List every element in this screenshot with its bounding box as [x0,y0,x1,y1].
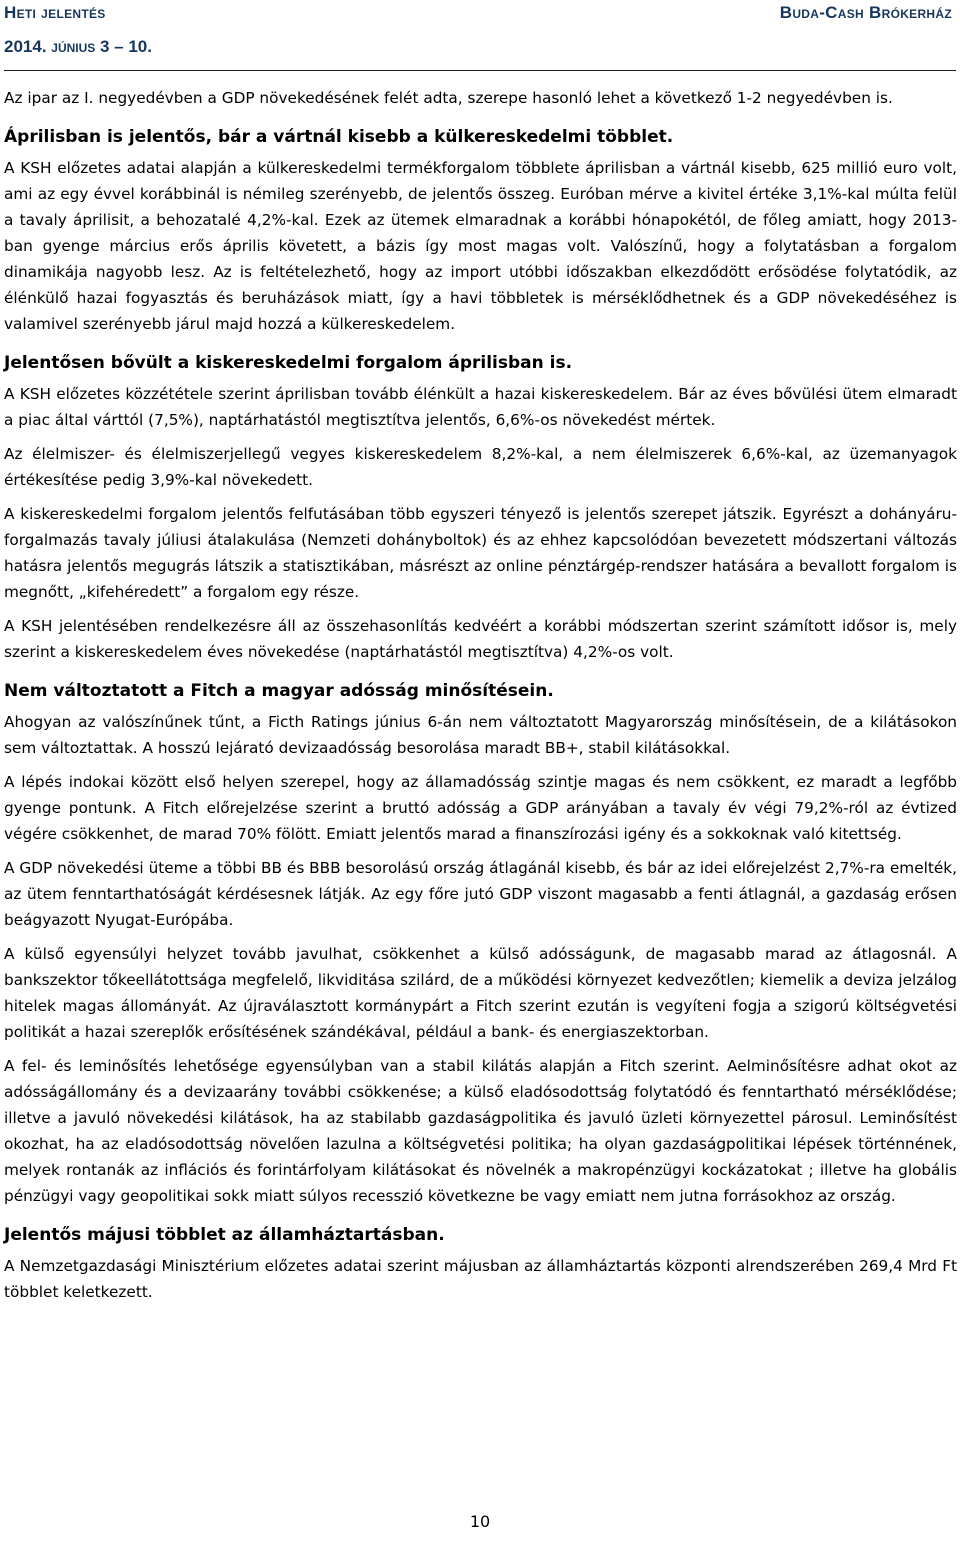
report-date: 2014. június 3 – 10. [4,37,152,56]
paragraph: A KSH jelentésében rendelkezésre áll az összehasonlítás kedvéért a korábbi módszertan szerint számított idősor is, mely szerint a kiskereskedelem éves növekedése (naptárhatástól megtisztítva) 4,2%-os volt. [4,617,957,661]
paragraph: A kiskereskedelmi forgalom jelentős felfutásában több egyszeri tényező is jelentős szerepet játszik. Egyrészt a dohányáru-forgalmazás tavaly júliusi átalakulása (Nemzeti dohányboltok) és az ehhez kapcsolódóan bevezetett módszertani változás hatásra jelentős megugrás látszik a statisztikában, másrészt az online pénztárgép-rendszer hatására a bevallott forgalom is megnőtt, „kifehéredett” a forgalom egy része. [4,505,957,601]
section-heading: Nem változtatott a Fitch a magyar adósság minősítésein. [4,681,554,701]
paragraph: A lépés indokai között első helyen szerepel, hogy az államadósság szintje magas és nem csökkent, ez maradt a legfőbb gyenge pontunk. A Fitch előrejelzése szerint a bruttó adósság a GDP arányában a tavaly év végi 79,2%-ról az évtized végére csökkenhet, de marad 70% fölött. Emiatt jelentős marad a finanszírozási igény és a sokkoknak való kitettség. [4,773,957,843]
company-name: Buda-Cash Brókerház [779,3,952,22]
page-number: 10 [469,1512,491,1531]
paragraph: A Nemzetgazdasági Minisztérium előzetes adatai szerint májusban az államháztartás központi alrendszerében 269,4 Mrd Ft többlet keletkezett. [4,1257,957,1301]
report-title: Heti jelentés [4,3,106,22]
section-fitch [4,678,957,1209]
paragraph: Ahogyan az valószínűnek tűnt, a Ficth Ratings június 6-án nem változtatott Magyarország minősítésein, de a kilátásokon sem változtattak. A hosszú lejárató devizaadósság besorolása maradt BB+, stabil kilátásokkal. [4,713,957,757]
section-heading: Jelentősen bővült a kiskereskedelmi forgalom áprilisban is. [4,353,573,373]
paragraph: Az ipar az I. negyedévben a GDP növekedésének felét adta, szerepe hasonló lehet a következő 1-2 negyedévben is. [4,89,893,107]
section-heading: Áprilisban is jelentős, bár a vártnál kisebb a külkereskedelmi többlet. [4,127,674,147]
section-retail [4,350,957,665]
page-header [4,0,956,71]
paragraph: A KSH előzetes közzététele szerint áprilisban tovább élénkült a hazai kiskereskedelem. Bár az éves bővülési ütem elmaradt a piac által várttól (7,5%), naptárhatástól megtisztítva jelentős, 6,6%-os növekedést mértek. [4,385,957,429]
section-industry [4,85,957,111]
document-body [4,85,957,1313]
section-budget [4,1222,957,1305]
paragraph: A GDP növekedési üteme a többi BB és BBB besorolású ország átlagánál kisebb, és bár az idei előrejelzést 2,7%-ra emelték, az ütem fenntarthatóságát kérdésesnek látják. Az egy főre jutó GDP viszont magasabb a fenti átlagnál, a gazdaság erősen beágyazott Nyugat-Európába. [4,859,957,929]
paragraph: A KSH előzetes adatai alapján a külkereskedelmi termékforgalom többlete áprilisban a vártnál kisebb, 625 millió euro volt, ami az egy évvel korábbinál is némileg szerényebb, de jelentős összeg. Euróban mérve a kivitel értéke 3,1%-kal múlta felül a tavaly áprilisit, a behozatalé 4,2%-kal. Ezek az ütemek elmaradnak a korábbi hónapokétól, de főleg amiatt, hogy 2013-ban gyenge március erős április követett, a bázis így most magas volt. Valószínű, hogy a folytatásban a forgalom dinamikája nagyobb lesz. Az is feltételezhető, hogy az import utóbbi időszakban elkezdődött erősödése folytatódik, az élénkülő hazai fogyasztás és beruházások miatt, így a havi többletek is mérséklődhetnek és a GDP növekedéséhez is valamivel szerényebb járul majd hozzá a külkereskedelem. [4,159,957,333]
paragraph: A külső egyensúlyi helyzet tovább javulhat, csökkenhet a külső adósságunk, de magasabb marad az átlagosnál. A bankszektor tőkeellátottsága megfelelő, likviditása szilárd, de a működési környezet kedvezőtlen; kiemelik a deviza jelzálog hitelek magas állományát. Az újraválasztott kormánypárt a Fitch szerint ezután is vegyíteni fogja a szigorú költségvetési politikát a hazai szereplők erősítésének szándékával, például a bank- és energiaszektorban. [4,945,957,1041]
section-trade-surplus [4,124,957,337]
paragraph: A fel- és leminősítés lehetősége egyensúlyban van a stabil kilátás alapján a Fitch szerint. Aelminősítésre adhat okot az adósságállomány és a devizaarány további csökkenése; a külső eladósodottság folytatódó és fenntartható mérséklődése; illetve a javuló növekedési kilátások, ha az stabilabb gazdaságpolitika és javuló üzleti környezettel párosul. Leminősítést okozhat, ha az eladósodottság növelően lazulna a költségvetési politika; ha olyan gazdaságpolitikai lépések történnének, melyek rontanák az inflációs és forintárfolyam kilátásokat és növelnék a makropénzügyi kockázatokat ; illetve ha globális pénzügyi vagy geopolitikai sokk miatt súlyos recesszió következne be vagy emiatt nem jutna forrásokhoz az ország. [4,1057,957,1205]
paragraph: Az élelmiszer- és élelmiszerjellegű vegyes kiskereskedelem 8,2%-kal, a nem élelmiszerek 6,6%-kal, az üzemanyagok értékesítése pedig 3,9%-kal növekedett. [4,445,957,489]
section-heading: Jelentős májusi többlet az államháztartásban. [4,1225,445,1245]
